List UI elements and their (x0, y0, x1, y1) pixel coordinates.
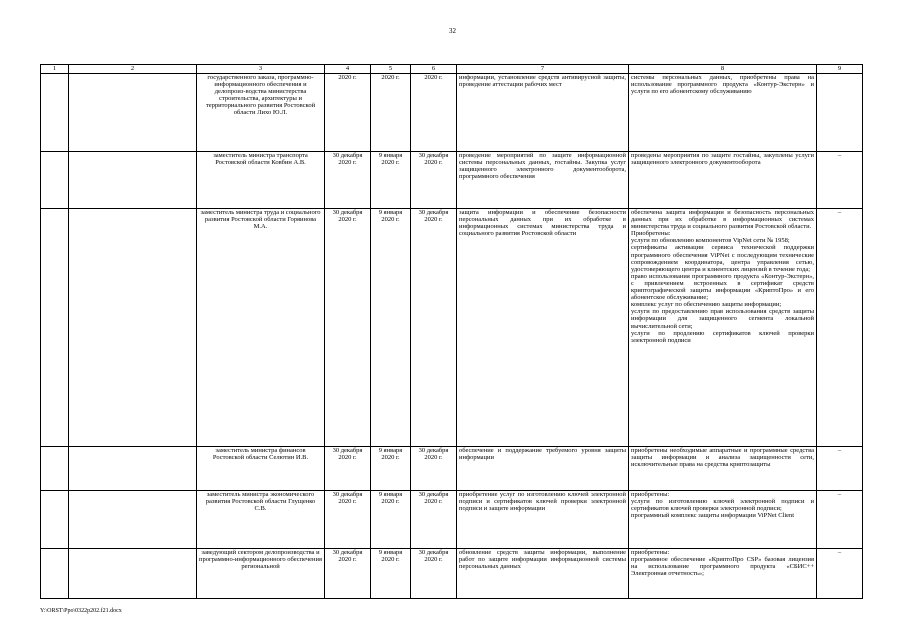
planned-date-cell: 30 декабря 2020 г. (325, 209, 371, 447)
start-date-cell: 9 января 2020 г. (371, 447, 411, 491)
table-cell (41, 74, 69, 152)
responsible-person-cell: заведующий сектором делопроизводства и программно-информационного обеспечения региональной (197, 549, 325, 599)
responsible-person-cell: заместитель министра транспорта Ростовской области Ковбин А.В. (197, 152, 325, 209)
table-row (41, 152, 863, 209)
table-cell (69, 74, 197, 152)
end-date-cell: 30 декабря 2020 г. (411, 549, 457, 599)
remarks-cell: – (817, 209, 863, 447)
file-path-footer: Y:\ORST\Ppo\0322p202.f21.docx (40, 608, 122, 614)
table-cell (41, 549, 69, 599)
end-date-cell: 30 декабря 2020 г. (411, 447, 457, 491)
planned-result-cell: обеспечение и поддержание требуемого уровня защиты информации (457, 447, 629, 491)
planned-result-cell: информации, установление средств антивирусной защиты, проведение аттестации рабочих мест (457, 74, 629, 152)
remarks-cell: – (817, 491, 863, 549)
column-header: 8 (629, 65, 817, 74)
column-header: 1 (41, 65, 69, 74)
table-cell (69, 549, 197, 599)
remarks-cell: – (817, 549, 863, 599)
planned-result-cell: обновление средств защиты информации, выполнение работ по защите информации информационной системы персональных данных (457, 549, 629, 599)
table-cell (41, 447, 69, 491)
planned-date-cell: 2020 г. (325, 74, 371, 152)
actual-result-cell: проведены мероприятия по защите гостайны, закуплены услуги защищенного электронного документооборота (629, 152, 817, 209)
end-date-cell: 30 декабря 2020 г. (411, 152, 457, 209)
end-date-cell: 30 декабря 2020 г. (411, 209, 457, 447)
planned-date-cell: 30 декабря 2020 г. (325, 491, 371, 549)
responsible-person-cell: заместитель министра финансов Ростовской области Селютин И.В. (197, 447, 325, 491)
actual-result-cell: приобретены: услуги по изготовлению ключей электронной подписи и сертификатов ключей проверки электронной подписи; программный комплекс защиты информации ViPNet Client (629, 491, 817, 549)
table-row (41, 209, 863, 447)
actual-result-cell: системы персональных данных, приобретены права на использование программного продукта «Контур-Экстерн» и услуги по его абонентскому обслуживанию (629, 74, 817, 152)
planned-date-cell: 30 декабря 2020 г. (325, 549, 371, 599)
table-cell (41, 491, 69, 549)
column-header: 3 (197, 65, 325, 74)
report-table (40, 64, 863, 599)
end-date-cell: 2020 г. (411, 74, 457, 152)
table-cell (69, 447, 197, 491)
column-header: 7 (457, 65, 629, 74)
table-cell (69, 491, 197, 549)
table-row (41, 447, 863, 491)
table-cell (41, 152, 69, 209)
start-date-cell: 9 января 2020 г. (371, 491, 411, 549)
planned-date-cell: 30 декабря 2020 г. (325, 152, 371, 209)
actual-result-cell: приобретены: программное обеспечение «КриптоПро CSP» базовая лицензия на использование программного продукта «СБИС++ Электронная отчетность»; (629, 549, 817, 599)
planned-result-cell: проведение мероприятий по защите информационной системы персональных данных, гостайны. Закупка услуг защищенного электронного документооборота, программного обеспечения (457, 152, 629, 209)
planned-result-cell: защита информации и обеспечение безопасности персональных данных при их обработке в информационных системах министерства труда и социального развития Ростовской области (457, 209, 629, 447)
start-date-cell: 9 января 2020 г. (371, 549, 411, 599)
column-header: 6 (411, 65, 457, 74)
remarks-cell (817, 74, 863, 152)
table-row (41, 74, 863, 152)
table-row (41, 491, 863, 549)
page-number: 32 (449, 27, 456, 35)
table-cell (69, 152, 197, 209)
planned-result-cell: приобретение услуг по изготовлению ключей электронной подписи и сертификатов ключей проверки электронной подписи и защите информации (457, 491, 629, 549)
responsible-person-cell: заместитель министра труда и социального развития Ростовской области Горяинова М.А. (197, 209, 325, 447)
remarks-cell: – (817, 152, 863, 209)
start-date-cell: 9 января 2020 г. (371, 209, 411, 447)
table-row (41, 549, 863, 599)
column-number-row (41, 65, 863, 74)
column-header: 4 (325, 65, 371, 74)
column-header: 2 (69, 65, 197, 74)
planned-date-cell: 30 декабря 2020 г. (325, 447, 371, 491)
table-cell (69, 209, 197, 447)
responsible-person-cell: государственного заказа, программно-информационного обеспечения и делопроиз-водства министерства строительства, архитектуры и территориального развития Ростовской области Лихо Ю.Л. (197, 74, 325, 152)
actual-result-cell: приобретены необходимые аппаратные и программные средства защиты информации и анализа защищенности сети, исключительные права на средства криптозащиты (629, 447, 817, 491)
remarks-cell: – (817, 447, 863, 491)
start-date-cell: 9 января 2020 г. (371, 152, 411, 209)
column-header: 9 (817, 65, 863, 74)
responsible-person-cell: заместитель министра экономического развития Ростовской области Глущенко С.В. (197, 491, 325, 549)
start-date-cell: 2020 г. (371, 74, 411, 152)
actual-result-cell: обеспечена защита информации и безопасность персональных данных при их обработке в информационных системах министерства труда и социального развития Ростовской области. Приобретены: услуги по обновлению компонентов VipNet сети № 1958; сертификаты активации сервиса технической поддержки программного обеспечения ViPNet с последующим технические сопровождением координатора, центра управления сетью, удостоверяющего центра и клиентских лицензий в течение года; право использования программного продукта «Контур-Экстерн», с привлечением встроенных в сертификат средств криптографической защиты информации «КриптоПро» и его абонентское обслуживание; комплекс услуг по обеспечению защиты информации; услуги по предоставлению прав использования средств защиты информации для защищенного сегмента локальной вычислительной сети; услуги по продлению сертификатов ключей проверки электронной подписи (629, 209, 817, 447)
table-cell (41, 209, 69, 447)
column-header: 5 (371, 65, 411, 74)
end-date-cell: 30 декабря 2020 г. (411, 491, 457, 549)
